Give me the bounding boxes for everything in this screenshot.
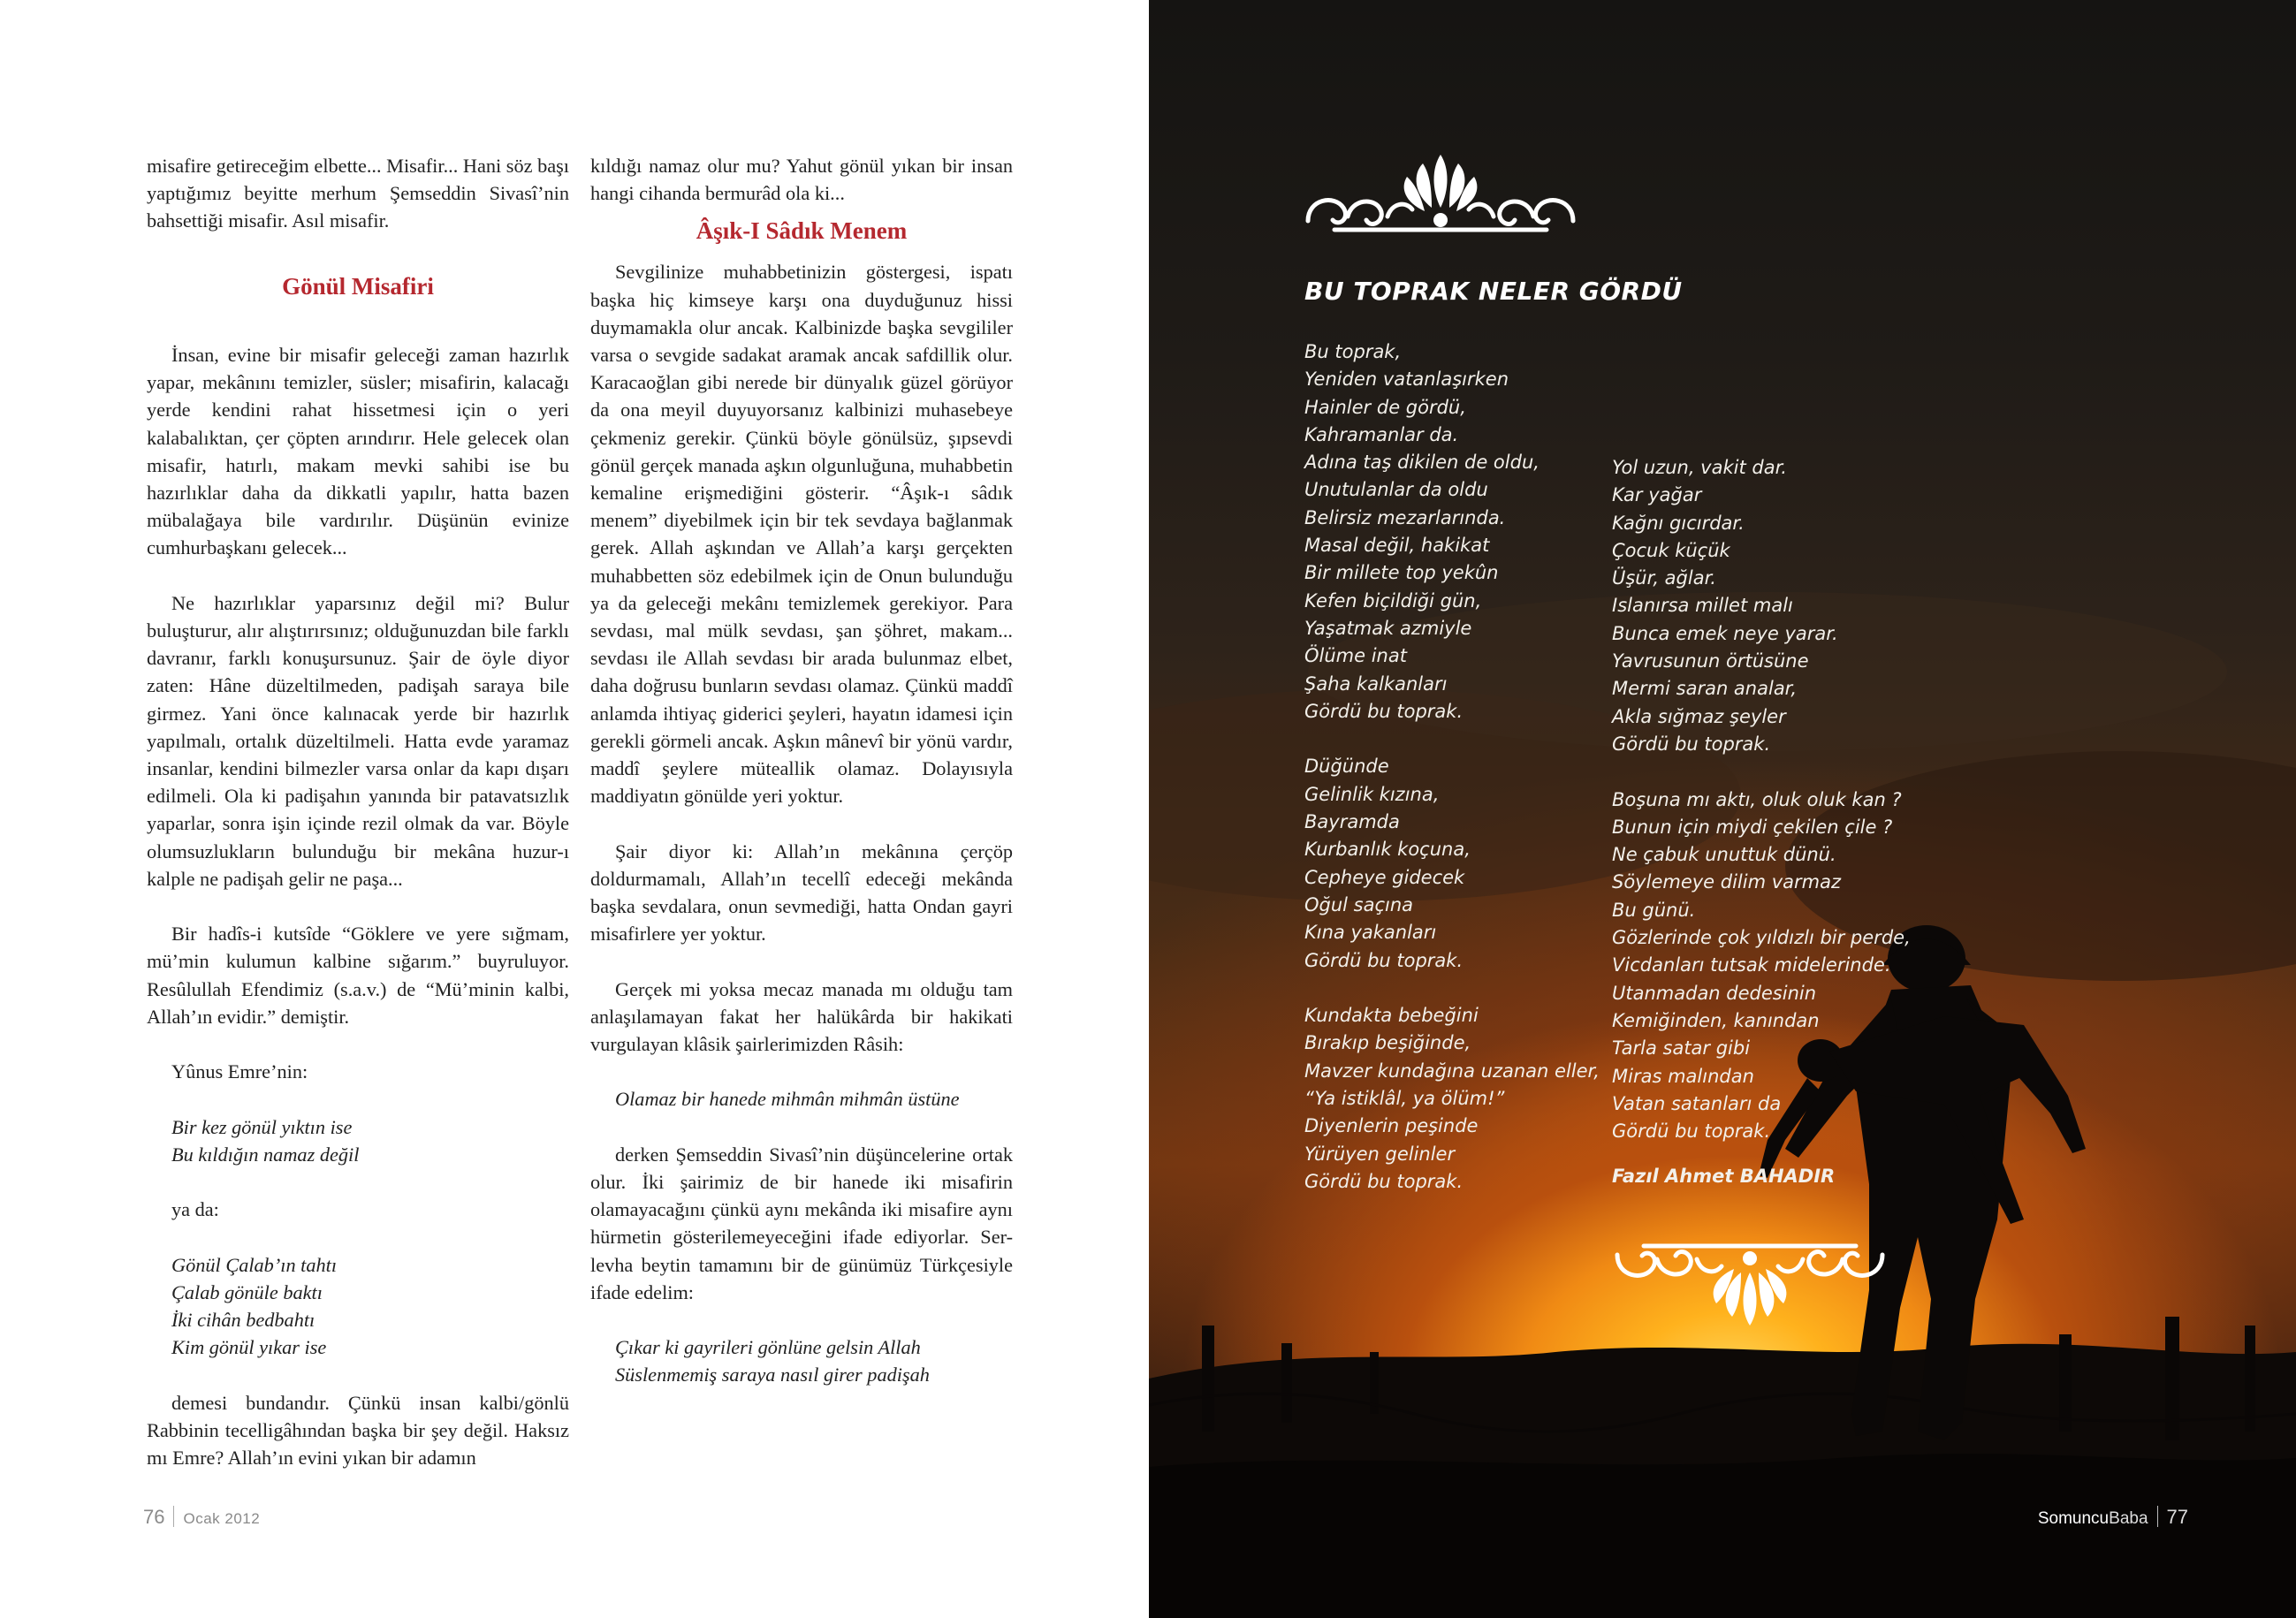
paragraph: Şair diyor ki: Allah’ın mekânına çerçöp doldurmamalı, Allah’ın tecellî edeceği mekânda başka sevdalara, onun sevmediği, hatta Ondan gayri misafirlere yer yoktur. [590,839,1013,946]
poem-line: Yeniden vatanlaşırken [1304,368,1509,391]
poem-line: Bırakıp beşiğinde, [1304,1032,1471,1054]
verse-line: Bu kıldığın namaz değil [171,1143,360,1166]
poem-line: Kundakta bebeğini [1304,1005,1479,1027]
verse-line: Çıkar ki gayrileri gönlüne gelsin Allah [615,1336,921,1359]
poem-line: Çocuk küçük [1612,539,1730,561]
poem-stanza [1304,1002,1623,1196]
poem-line: Adına taş dikilen de oldu, [1304,452,1540,474]
brand-part2: Baba [2109,1509,2148,1528]
poem-author: Fazıl Ahmet BAHADIR [1612,1166,1836,1188]
ground-front [1149,1454,2296,1618]
paragraph: Sevgilinize muhabbetinizin göstergesi, ispatı başka hiç kimseye karşı ona duyduğunuz hissi duymamakla olur ancak. Kalbinizde başka sevgililer varsa o sevgide sadakat aramak ancak safdillik olur. Karacaoğlan gibi nerede bir dünyalık güzel görüyor da ona meyil duyuyorsanız kalbinizi muhasebeye çekmeniz gerekir. Çünkü böyle gönülsüz, şıpsevdi gönül gerçek manada aşkın olgunluğuna, muhabbetin kemaline erişmediğini gösterir. “Âşık-ı sâdık menem” diyebilmek için bir tek sevdaya bağlanmak gerek. Allah aşkından ve Allah’a karşı gerçekten muhabbetten söz edebilmek için de Onun bulunduğu ya da geleceği mekânı temizlemek gerekiyor. Para sevdası, mal mülk sevdası, şan şöhret, makam... sevdası ile Allah sevdası bir arada bulunmaz elbet, daha doğrusu bunların sevdası olamaz. Çünkü maddî anlamda ihtiyaç giderici şeyleri, hayatın idamesi için gerekli görmeli ancak. Aşkın mânevî bir yönü vardır, maddî şeylere müteallik olamaz. Dolayısıyla maddiyatın gönülde yeri yoktur. [590,261,1013,808]
poem-line: Cepheye gidecek [1304,866,1465,888]
poem-line: Gördü bu toprak. [1612,1120,1771,1143]
magazine-brand [2038,1509,2148,1528]
poem-title: BU TOPRAK NELER GÖRDÜ [1304,277,1683,306]
brand-part1: Somuncu [2037,1509,2110,1528]
poem-line: Unutulanlar da oldu [1304,479,1488,501]
verse-line: Olamaz bir hanede mihmân mihmân üstüne [615,1088,960,1111]
poem-line: “Ya istiklâl, ya ölüm!” [1304,1088,1505,1110]
poem-line: Kurbanlık koçuna, [1304,839,1471,861]
poem-line: Yürüyen gelinler [1304,1143,1456,1165]
poem-line: Bu günü. [1612,899,1696,921]
paragraph: ya da: [171,1198,219,1221]
footer-divider [173,1506,174,1527]
poem-line: Mavzer kundağına uzanan eller, [1304,1060,1600,1082]
poem-stanza [1612,786,1930,1146]
poem-line: Kağnı gıcırdar. [1612,512,1745,534]
poem-line: Gelinlik kızına, [1304,783,1440,805]
poem-line: Bayramda [1304,811,1400,833]
poem-line: Kefen biçildiği gün, [1304,589,1482,611]
poem-line: Miras malından [1612,1065,1754,1087]
poem-line: Akla sığmaz şeyler [1612,705,1786,727]
poem-line: Kahramanlar da. [1304,423,1459,445]
paragraph: İnsan, evine bir misafir geleceği zaman hazırlık yapar, mekânını temizler, süsler; misafirin, kalacağı yerde kendini rahat hissetmesi için o yeri kalabalıktan, çer çöpten arındırır. Hele gelecek olan misafir, hatırlı, makam mevki sahibi ise bu hazırlıklar daha da dikkatli yapılır, hatta bazen mübalağaya bile vardırılır. Düşünün evinize cumhurbaşkanı gelecek... [147,343,569,559]
poem-line: Oğul saçına [1304,893,1414,915]
poem-line: Ölüme inat [1304,645,1407,667]
paragraph: demesi bundandır. Çünkü insan kalbi/gönlü Rabbinin tecelligâhından başka bir şey değil. Haksız mı Emre? Allah’ın evini yıkan bir adamın [147,1391,569,1469]
poem-stanza [1304,338,1623,725]
poem-line: Tarla satar gibi [1612,1037,1751,1060]
verse-line: İki cihân bedbahtı [171,1309,316,1331]
paragraph: Ne hazırlıklar yaparsınız değil mi? Bulur buluşturur, alır alıştırırsınız; olduğunuzdan bile farklı davranır, farklı konuşursunuz. Şair de öyle diyor zaten: Hâne düzeltilmeden, padişah saraya bile girmez. Yani önce kalınacak yerde bir hazırlık yapılmalı, ortalık düzeltilmeli. Hatta evde yaramaz insanlar, kendini bilmezler varsa onlar da kapı dışarı edilmeli. Ola ki padişahın yanında bir patavatsızlık yaparlar, sonra işin içinde rezil olmak da var. Böyle olumsuzlukların bulunduğu bir mekâna huzur-ı kalple ne padişah gelir ne paşa... [147,591,569,890]
bottom-ornament [1608,1237,1891,1334]
verse-line: Süslenmemiş saraya nasıl girer padişah [615,1364,930,1386]
paragraph: kıldığı namaz olur mu? Yahut gönül yıkan bir insan hangi cihanda bermurâd ola ki... [590,155,1013,205]
poem-line: Üşür, ağlar. [1612,567,1716,589]
page-number: 76 [143,1506,165,1528]
poem-line: Gördü bu toprak. [1304,700,1464,722]
poem-line: Vatan satanları da [1612,1092,1782,1114]
issue-date: Ocak 2012 [183,1510,261,1527]
poem-line: Kar yağar [1612,484,1702,506]
poem-line: Mermi saran analar, [1612,678,1798,700]
page-footer-right [2038,1506,2188,1529]
poem-stanza [1304,753,1623,974]
poem-line: Masal değil, hakikat [1304,535,1490,557]
poem-line: Hainler de gördü, [1304,396,1466,418]
poem-line: Utanmadan dedesinin [1612,982,1817,1004]
paragraph: Gerçek mi yoksa mecaz manada mı olduğu tam anlaşılamayan fakat her halükârda bir hakikati vurgulayan klâsik şairlerimizden Râsih: [590,977,1013,1056]
poem-line: Kemiğinden, kanından [1612,1009,1820,1031]
poem-line: Bir millete top yekûn [1304,562,1499,584]
poem-line: Belirsiz mezarlarında. [1304,506,1506,528]
page-number: 77 [2166,1506,2188,1528]
section-heading: Gönül Misafiri [282,272,434,300]
article-column-1 [147,152,569,1471]
poem-line: Söylemeye dilim varmaz [1612,871,1842,893]
verse-line: Çalab gönüle baktı [171,1280,323,1303]
poem-line: Bunca emek neye yarar. [1612,622,1838,644]
right-page [1149,0,2296,1618]
poem-line: Vicdanları tutsak midelerinde. [1612,954,1891,976]
poem-line: Kına yakanları [1304,922,1437,944]
paragraph: Yûnus Emre’nin: [171,1060,308,1083]
poem-line: Gördü bu toprak. [1612,733,1771,755]
page-footer-left [143,1506,260,1529]
poem-line: Gördü bu toprak. [1304,949,1464,971]
poem-line: Bu toprak, [1304,341,1402,362]
poem-line: Boşuna mı aktı, oluk oluk kan ? [1612,788,1902,810]
poem-line: Yaşatmak azmiyle [1304,617,1472,639]
poem-line: Düğünde [1304,756,1389,778]
poem-line: Gördü bu toprak. [1304,1170,1464,1192]
poem-column-2 [1612,454,1930,1191]
poem-line: Yavrusunun örtüsüne [1612,650,1809,672]
paragraph: derken Şemseddin Sivasî’nin düşüncelerine ortak olur. İki şairimiz de bir hanede iki misafirin olamayacağını çünkü aynı mekânda iki misafire aynı hürmetin gösterilemeyeceğini ifade ediyorlar. Ser-levha beytin tamamını bir de günümüz Türkçesiyle ifade edelim: [590,1143,1013,1303]
verse-line: Bir kez gönül yıktın ise [171,1115,353,1138]
top-ornament [1299,146,1582,239]
poem-line: Bunun için miydi çekilen çile ? [1612,816,1893,838]
footer-divider [2157,1506,2158,1527]
poem-stanza [1612,454,1930,758]
poem-line: Şaha kalkanları [1304,672,1448,695]
poem-line: Gözlerinde çok yıldızlı bir perde, [1612,927,1911,949]
paragraph: misafire getireceğim elbette... Misafir... Hani söz başı yaptığımız beyitte merhum Şemseddin Sivasî’nin bahsettiği misafir. Asıl misafir. [147,155,569,232]
paragraph: Bir hadîs-i kutsîde “Göklere ve yere sığmam, mü’min kulumun kalbine sığarım.” buyruluyor. Resûlullah Efendimiz (s.a.v.) de “Mü’minin kalbi, Allah’ın evidir.” demiştir. [147,923,569,1028]
poem-line: Yol uzun, vakit dar. [1612,457,1787,478]
poem-line: Islanırsa millet malı [1612,595,1793,617]
poem-line: Diyenlerin peşinde [1304,1115,1479,1137]
verse-line: Kim gönül yıkar ise [171,1336,327,1359]
poem-column-1 [1304,338,1623,1196]
article-column-2 [590,152,1013,1389]
verse-line: Gönül Çalab’ın tahtı [171,1253,338,1276]
section-heading: Âşık-I Sâdık Menem [696,217,908,245]
poem-line: Ne çabuk unuttuk dünü. [1612,844,1836,866]
